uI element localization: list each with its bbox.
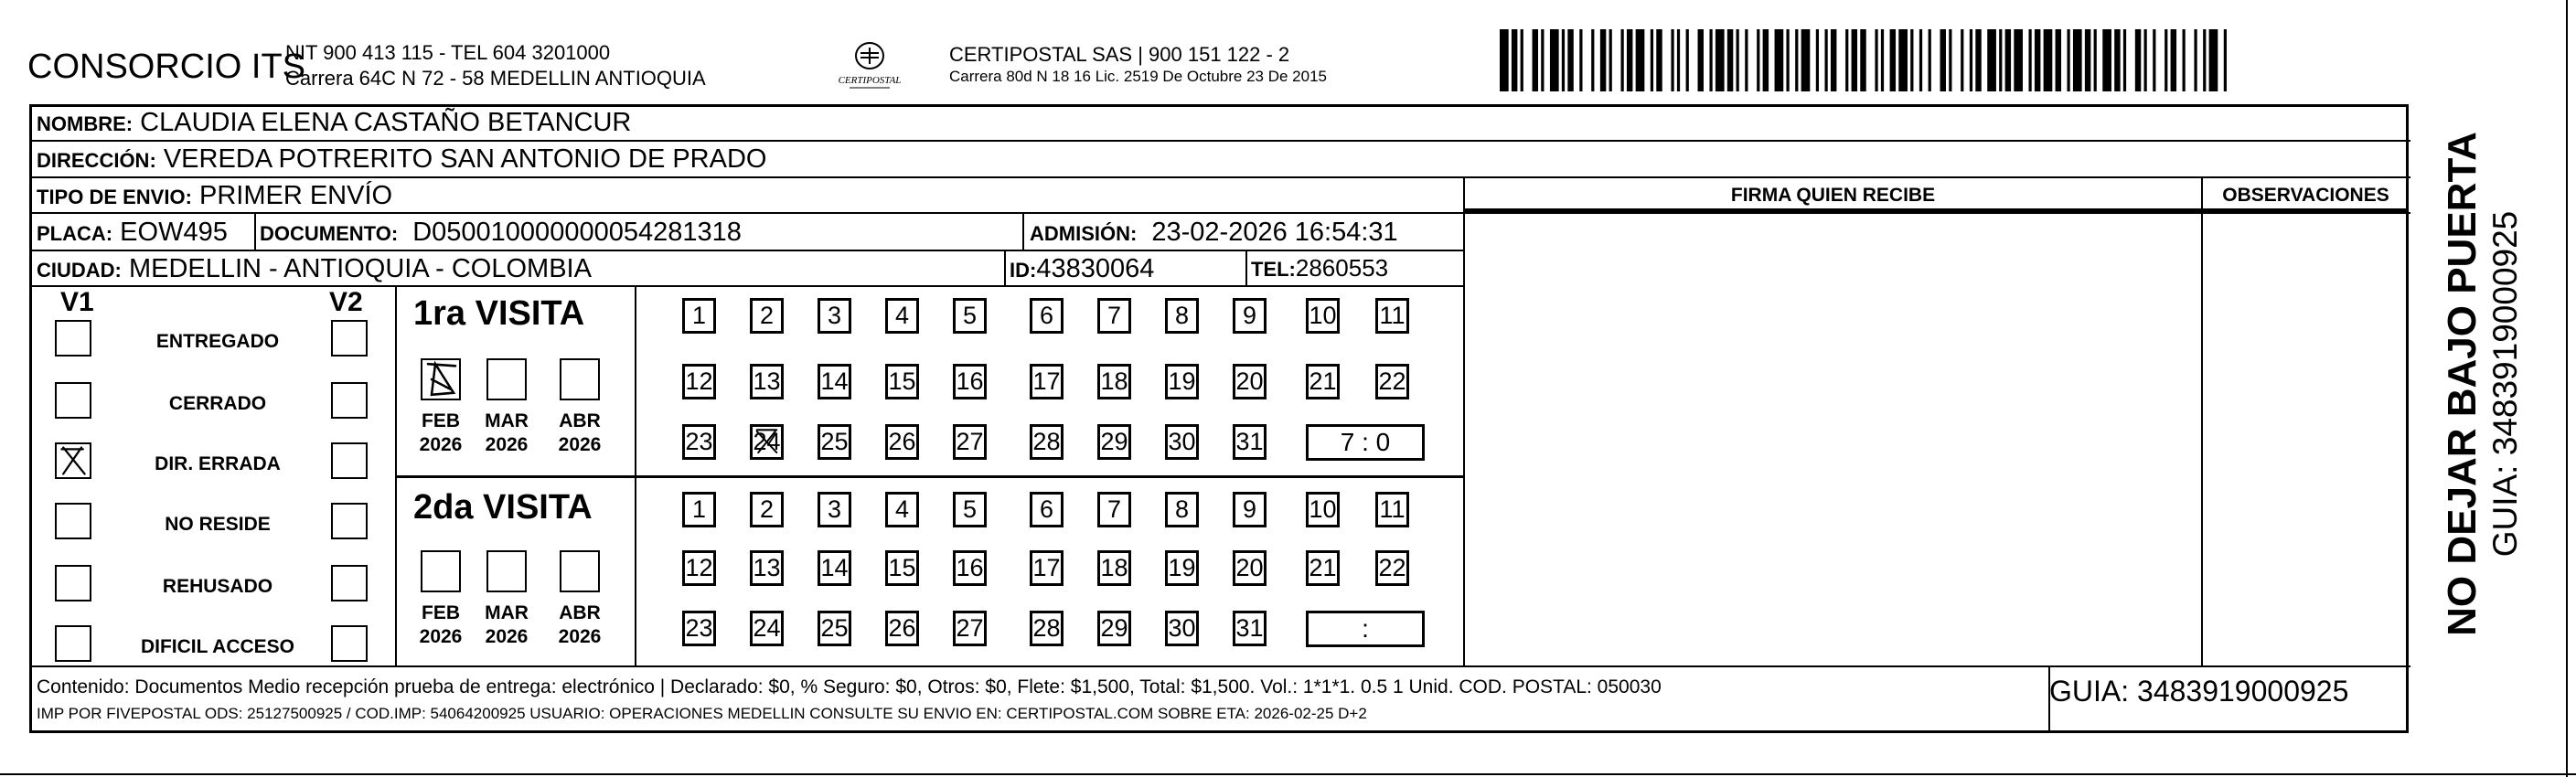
month-label	[409, 410, 473, 457]
v2-checkbox	[331, 565, 368, 601]
v1-checkbox	[55, 442, 91, 479]
barcode-bar	[1824, 29, 1827, 91]
barcode-bar	[1970, 29, 1972, 91]
no-dejar-warning: NO DEJAR BAJO PUERTA	[2440, 132, 2485, 636]
barcode-bar	[1600, 29, 1606, 91]
day-box: 29	[1097, 611, 1131, 646]
documento-value: D050010000000054281318	[412, 218, 742, 247]
placa-value: EOW495	[120, 218, 228, 247]
barcode-bar	[1745, 29, 1748, 91]
barcode-bar	[1786, 29, 1789, 91]
day-box: 19	[1165, 550, 1199, 586]
day-box: 27	[953, 611, 987, 646]
barcode-bar	[1550, 29, 1559, 91]
handwritten-mark	[753, 427, 781, 457]
ciudad-label: CIUDAD:	[37, 259, 122, 282]
barcode-bar	[1831, 29, 1836, 91]
divider	[1463, 176, 1465, 665]
company-name: CONSORCIO ITS	[27, 48, 306, 86]
day-box: 16	[953, 364, 987, 399]
month-label	[475, 410, 539, 457]
tel-field	[1251, 256, 1388, 280]
barcode-bar	[2194, 29, 2197, 91]
month-year: 2026	[419, 434, 463, 455]
barcode-bar	[1671, 29, 1673, 91]
day-box: 4	[885, 298, 919, 334]
month-year: 2026	[419, 626, 463, 647]
barcode-bar	[1500, 29, 1509, 91]
day-box: 11	[1375, 298, 1409, 334]
day-box: 26	[885, 424, 919, 460]
day-box: 25	[818, 424, 851, 460]
barcode-bar	[1890, 29, 1896, 91]
day-box: 15	[885, 364, 919, 399]
time-box: :	[1306, 611, 1425, 647]
v1-header: V1	[60, 287, 94, 317]
barcode-bar	[2144, 29, 2147, 91]
day-box: 3	[818, 298, 851, 334]
placa-label: PLACA:	[37, 222, 113, 245]
v2-checkbox	[331, 320, 368, 357]
month-name: FEB	[422, 410, 460, 431]
barcode-bar	[1929, 29, 1931, 91]
day-box: 31	[1233, 611, 1267, 646]
barcode-bar	[1562, 29, 1565, 91]
month-name: MAR	[485, 602, 529, 623]
day-box: 30	[1165, 611, 1199, 646]
reason-label: NO RESIDE	[165, 514, 271, 535]
barcode-bar	[1795, 29, 1798, 91]
day-box: 20	[1233, 550, 1267, 586]
day-box: 4	[885, 492, 919, 527]
barcode-bar	[1579, 29, 1582, 91]
divider	[1245, 250, 1247, 285]
day-box: 1	[682, 298, 716, 334]
barcode-bar	[1910, 29, 1913, 91]
reason-label: DIR. ERRADA	[155, 453, 281, 474]
barcode-bar	[1521, 29, 1523, 91]
documento-field	[260, 219, 742, 246]
certi-line-2: Carrera 80d N 18 16 Lic. 2519 De Octubre 23 De 2015	[949, 68, 1327, 85]
month-label	[548, 410, 612, 457]
address-line: Carrera 64C N 72 - 58 MEDELLIN ANTIOQUIA	[285, 67, 706, 90]
day-box: 22	[1375, 550, 1409, 586]
v1-checkbox	[55, 320, 91, 357]
v2-checkbox	[331, 382, 368, 419]
barcode-bar	[2153, 29, 2155, 91]
day-box: 5	[953, 298, 987, 334]
second-visit-title: 2da VISITA	[413, 488, 593, 527]
day-box: 14	[818, 550, 851, 586]
barcode-bar	[1816, 29, 1819, 91]
page-edge	[0, 773, 2576, 775]
barcode-bar	[1677, 29, 1680, 91]
nit-line: NIT 900 413 115 - TEL 604 3201000	[285, 41, 611, 64]
barcode-bar	[1875, 29, 1877, 91]
barcode-bar	[2073, 29, 2082, 91]
barcode-bar	[1961, 29, 1963, 91]
day-box: 24	[750, 611, 784, 646]
divider	[395, 285, 397, 665]
barcode-bar	[1881, 29, 1884, 91]
day-box: 2	[750, 492, 784, 527]
print-info-line: IMP POR FIVEPOSTAL ODS: 25127500925 / COD.IMP: 54064200925 USUARIO: OPERACIONES MEDELLIN CONSULTE SU ENVIO EN: CERTIPOSTAL.COM SOBRE ETA: 2026-02-25 D+2	[37, 705, 1367, 722]
company-contact	[285, 40, 706, 91]
divider	[29, 140, 2410, 142]
divider	[29, 665, 2410, 667]
time-box: 7 : 0	[1306, 424, 1425, 461]
barcode-bar	[2014, 29, 2023, 91]
barcode-bar	[1775, 29, 1784, 91]
divider	[635, 285, 636, 665]
month-label	[475, 601, 539, 649]
day-box: 11	[1375, 492, 1409, 527]
day-box: 18	[1097, 550, 1131, 586]
divider	[1463, 210, 2409, 212]
day-box: 8	[1165, 298, 1199, 334]
tipo-label: TIPO DE ENVIO:	[37, 186, 192, 208]
day-box: 12	[682, 364, 716, 399]
day-box: 21	[1306, 364, 1340, 399]
barcode-bar	[1621, 29, 1624, 91]
barcode-bar	[1591, 29, 1594, 91]
barcode	[1500, 29, 2227, 91]
barcode-bar	[1512, 29, 1517, 91]
direccion-field	[37, 146, 766, 173]
reason-label: REHUSADO	[162, 576, 273, 597]
month-checkbox	[560, 550, 600, 592]
nombre-label: NOMBRE:	[37, 112, 134, 135]
barcode-bar	[2067, 29, 2069, 91]
barcode-bar	[2135, 29, 2141, 91]
barcode-bar	[2114, 29, 2120, 91]
barcode-graphic	[1500, 29, 2227, 91]
day-box: 3	[818, 492, 851, 527]
documento-label: DOCUMENTO:	[260, 222, 399, 245]
barcode-bar	[1860, 29, 1865, 91]
day-box: 29	[1097, 424, 1131, 460]
nombre-value: CLAUDIA ELENA CASTAÑO BETANCUR	[140, 108, 632, 137]
month-name: MAR	[485, 410, 529, 431]
barcode-bar	[2035, 29, 2040, 91]
v1-checkbox	[55, 503, 91, 539]
month-checkbox	[486, 550, 527, 592]
direccion-label: DIRECCIÓN:	[37, 149, 156, 172]
certipostal-logo	[828, 40, 912, 91]
certipostal-info	[949, 42, 1327, 87]
barcode-bar	[1716, 29, 1725, 91]
barcode-bar	[2005, 29, 2011, 91]
divider	[254, 212, 256, 250]
barcode-bar	[2224, 29, 2227, 91]
barcode-bar	[2056, 29, 2061, 91]
admision-value: 23-02-2026 16:54:31	[1151, 218, 1398, 247]
admision-label: ADMISIÓN:	[1030, 222, 1138, 245]
reason-label: DIFICIL ACCESO	[140, 636, 294, 657]
barcode-bar	[1609, 29, 1612, 91]
day-box: 5	[953, 492, 987, 527]
barcode-bar	[1987, 29, 1996, 91]
day-box: 8	[1165, 492, 1199, 527]
barcode-bar	[1698, 29, 1704, 91]
v2-checkbox	[331, 625, 368, 662]
day-box: 7	[1097, 298, 1131, 334]
day-box: 20	[1233, 364, 1267, 399]
barcode-bar	[1737, 29, 1739, 91]
day-box: 12	[682, 550, 716, 586]
barcode-bar	[1757, 29, 1759, 91]
day-box: 2	[750, 298, 784, 334]
reason-label: CERRADO	[168, 393, 267, 414]
barcode-bar	[2028, 29, 2031, 91]
day-box: 28	[1030, 424, 1064, 460]
day-box: 10	[1306, 492, 1340, 527]
barcode-bar	[1801, 29, 1811, 91]
divider	[29, 285, 1463, 287]
v1-checkbox	[55, 382, 91, 419]
month-checkbox	[421, 358, 461, 400]
first-visit-title: 1ra VISITA	[413, 294, 585, 333]
guia-number: GUIA: 3483919000925	[2049, 675, 2349, 708]
month-year: 2026	[558, 434, 602, 455]
day-box: 14	[818, 364, 851, 399]
month-checkbox	[421, 550, 461, 592]
v1-checkbox	[55, 565, 91, 601]
barcode-bar	[1627, 29, 1632, 91]
id-value: 43830064	[1036, 254, 1155, 283]
logo-icon	[828, 40, 912, 91]
observaciones-header: OBSERVACIONES	[2222, 185, 2389, 206]
barcode-bar	[1898, 29, 1908, 91]
day-box: 9	[1233, 492, 1267, 527]
contents-line: Contenido: Documentos Medio recepción prueba de entrega: electrónico | Declarado: $0, % Seguro: $0, Otros: $0, Flete: $1,500, Total: $1,500. Vol.: 1*1*1. 0.5 1 Unid. COD. POSTAL: 050030	[37, 676, 1662, 697]
month-name: ABR	[559, 602, 601, 623]
day-box: 17	[1030, 364, 1064, 399]
admision-field	[1030, 219, 1398, 246]
divider	[1463, 208, 2409, 210]
ciudad-field	[37, 256, 592, 282]
day-box: 15	[885, 550, 919, 586]
barcode-bar	[1975, 29, 1981, 91]
day-box: 6	[1030, 298, 1064, 334]
barcode-bar	[1686, 29, 1689, 91]
barcode-bar	[1940, 29, 1946, 91]
barcode-bar	[1845, 29, 1848, 91]
nombre-field	[37, 110, 631, 136]
firma-header: FIRMA QUIEN RECIBE	[1730, 185, 1936, 206]
side-guia: GUIA: 3483919000925	[2486, 210, 2524, 558]
day-box: 22	[1375, 364, 1409, 399]
barcode-bar	[2183, 29, 2186, 91]
tel-value: 2860553	[1295, 254, 1389, 282]
day-box: 9	[1233, 298, 1267, 334]
certi-line-1: CERTIPOSTAL SAS | 900 151 122 - 2	[949, 43, 1290, 66]
day-box: 6	[1030, 492, 1064, 527]
month-checkbox	[560, 358, 600, 400]
day-box: 25	[818, 611, 851, 646]
barcode-bar	[1651, 29, 1653, 91]
day-box: 10	[1306, 298, 1340, 334]
barcode-bar	[2085, 29, 2090, 91]
tipo-field	[37, 183, 392, 209]
tel-label: TEL:	[1251, 258, 1296, 281]
barcode-bar	[1999, 29, 2002, 91]
day-box: 31	[1233, 424, 1267, 460]
month-year: 2026	[485, 434, 529, 455]
divider	[29, 176, 2410, 178]
v1-checkbox	[55, 625, 91, 662]
day-box: 28	[1030, 611, 1064, 646]
month-name: FEB	[422, 602, 460, 623]
barcode-bar	[1727, 29, 1733, 91]
handwritten-mark	[57, 444, 90, 477]
id-field	[1010, 256, 1154, 282]
divider	[1004, 250, 1006, 285]
barcode-bar	[1709, 29, 1712, 91]
month-name: ABR	[559, 410, 601, 431]
barcode-bar	[1533, 29, 1538, 91]
month-checkbox	[486, 358, 527, 400]
day-box: 19	[1165, 364, 1199, 399]
day-box: 13	[750, 550, 784, 586]
barcode-bar	[1852, 29, 1857, 91]
side-text	[2440, 132, 2526, 636]
barcode-bar	[1763, 29, 1769, 91]
barcode-bar	[2164, 29, 2167, 91]
day-box: 24	[750, 424, 784, 460]
divider	[1022, 212, 1024, 250]
day-box: 26	[885, 611, 919, 646]
day-box: 18	[1097, 364, 1131, 399]
direccion-value: VEREDA POTRERITO SAN ANTONIO DE PRADO	[163, 144, 767, 174]
id-label: ID:	[1010, 259, 1037, 282]
day-box: 23	[682, 424, 716, 460]
handwritten-mark	[422, 360, 459, 399]
barcode-bar	[2209, 29, 2218, 91]
month-year: 2026	[485, 626, 529, 647]
day-box: 1	[682, 492, 716, 527]
month-label	[409, 601, 473, 649]
day-box: 27	[953, 424, 987, 460]
month-year: 2026	[558, 626, 602, 647]
divider	[395, 475, 1463, 478]
barcode-bar	[2094, 29, 2097, 91]
v2-header: V2	[329, 287, 363, 317]
barcode-bar	[2203, 29, 2206, 91]
v2-checkbox	[331, 503, 368, 539]
day-box: 21	[1306, 550, 1340, 586]
ciudad-value: MEDELLIN - ANTIOQUIA - COLOMBIA	[128, 254, 592, 283]
page-edge	[2566, 0, 2568, 777]
divider	[2201, 176, 2203, 665]
placa-field	[37, 219, 228, 246]
month-label	[548, 601, 612, 649]
barcode-bar	[1656, 29, 1662, 91]
day-box: 17	[1030, 550, 1064, 586]
side-panel	[2414, 128, 2551, 640]
reason-label: ENTREGADO	[155, 331, 280, 352]
barcode-bar	[1636, 29, 1645, 91]
divider	[29, 250, 1463, 251]
barcode-bar	[1949, 29, 1951, 91]
day-box: 16	[953, 550, 987, 586]
barcode-bar	[2044, 29, 2053, 91]
tipo-value: PRIMER ENVÍO	[198, 181, 393, 210]
barcode-bar	[2171, 29, 2176, 91]
barcode-bar	[1919, 29, 1922, 91]
barcode-bar	[2102, 29, 2111, 91]
barcode-bar	[1567, 29, 1573, 91]
v2-checkbox	[331, 442, 368, 479]
logo-text: CERTIPOSTAL	[838, 75, 902, 86]
day-box: 13	[750, 364, 784, 399]
divider	[1463, 212, 2409, 214]
barcode-bar	[2123, 29, 2126, 91]
barcode-bar	[1541, 29, 1544, 91]
day-box: 30	[1165, 424, 1199, 460]
day-box: 23	[682, 611, 716, 646]
day-box: 7	[1097, 492, 1131, 527]
